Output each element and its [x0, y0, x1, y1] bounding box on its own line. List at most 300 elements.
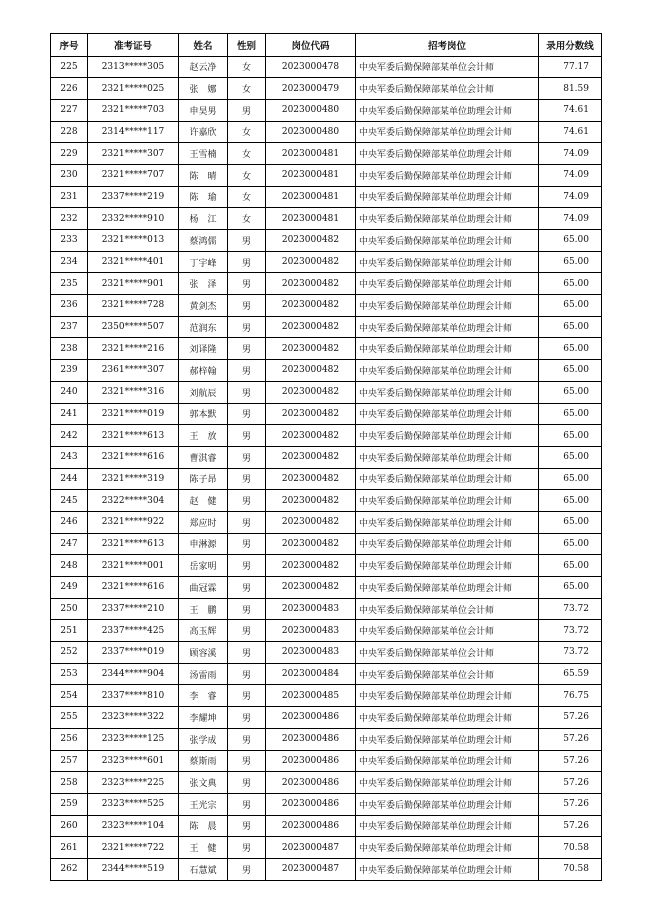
cell-name: 郭本默 — [179, 403, 228, 425]
table-row — [51, 511, 602, 533]
cell-score: 74.09 — [539, 143, 602, 165]
admission-score-table — [50, 33, 602, 881]
cell-post: 中央军委后勤保障部某单位会计师 — [356, 56, 539, 78]
cell-gender: 男 — [228, 230, 266, 252]
cell-exam-id: 2321*****001 — [88, 555, 179, 577]
cell-gender: 男 — [228, 251, 266, 273]
cell-gender: 男 — [228, 533, 266, 555]
cell-name: 顾容溪 — [179, 642, 228, 664]
cell-gender: 男 — [228, 858, 266, 880]
cell-name: 蔡鸿儒 — [179, 230, 228, 252]
cell-score: 65.00 — [539, 577, 602, 599]
cell-exam-id: 2321*****613 — [88, 425, 179, 447]
cell-gender: 男 — [228, 598, 266, 620]
cell-post-code: 2023000481 — [266, 143, 356, 165]
cell-post-code: 2023000482 — [266, 425, 356, 447]
cell-score: 57.26 — [539, 793, 602, 815]
table-row — [51, 858, 602, 880]
cell-post-code: 2023000486 — [266, 793, 356, 815]
cell-post: 中央军委后勤保障部某单位助理会计师 — [356, 295, 539, 317]
cell-name: 黄剑杰 — [179, 295, 228, 317]
cell-gender: 男 — [228, 360, 266, 382]
cell-name: 许嘉欣 — [179, 121, 228, 143]
table-row — [51, 772, 602, 794]
cell-post: 中央军委后勤保障部某单位会计师 — [356, 642, 539, 664]
table-row — [51, 577, 602, 599]
cell-exam-id: 2321*****613 — [88, 533, 179, 555]
cell-gender: 男 — [228, 663, 266, 685]
cell-post: 中央军委后勤保障部某单位会计师 — [356, 78, 539, 100]
cell-post-code: 2023000480 — [266, 99, 356, 121]
cell-seq: 231 — [51, 186, 88, 208]
cell-post-code: 2023000482 — [266, 533, 356, 555]
cell-exam-id: 2321*****901 — [88, 273, 179, 295]
cell-score: 65.00 — [539, 425, 602, 447]
header-post-code: 岗位代码 — [266, 34, 356, 57]
cell-gender: 男 — [228, 99, 266, 121]
table-row — [51, 143, 602, 165]
cell-score: 65.00 — [539, 490, 602, 512]
cell-score: 57.26 — [539, 750, 602, 772]
cell-exam-id: 2337*****019 — [88, 642, 179, 664]
cell-name: 申淋源 — [179, 533, 228, 555]
header-seq: 序号 — [51, 34, 88, 57]
cell-gender: 男 — [228, 403, 266, 425]
cell-post: 中央军委后勤保障部某单位助理会计师 — [356, 273, 539, 295]
cell-name: 王 放 — [179, 425, 228, 447]
cell-score: 77.17 — [539, 56, 602, 78]
cell-gender: 男 — [228, 316, 266, 338]
cell-post: 中央军委后勤保障部某单位助理会计师 — [356, 186, 539, 208]
cell-seq: 228 — [51, 121, 88, 143]
cell-post: 中央军委后勤保障部某单位助理会计师 — [356, 230, 539, 252]
cell-post-code: 2023000482 — [266, 577, 356, 599]
cell-name: 杨 江 — [179, 208, 228, 230]
cell-gender: 女 — [228, 78, 266, 100]
cell-post: 中央军委后勤保障部某单位会计师 — [356, 598, 539, 620]
cell-gender: 男 — [228, 707, 266, 729]
cell-post: 中央军委后勤保障部某单位会计师 — [356, 620, 539, 642]
cell-post-code: 2023000484 — [266, 663, 356, 685]
cell-exam-id: 2344*****519 — [88, 858, 179, 880]
cell-score: 65.00 — [539, 251, 602, 273]
cell-score: 65.00 — [539, 316, 602, 338]
cell-seq: 260 — [51, 815, 88, 837]
cell-exam-id: 2321*****216 — [88, 338, 179, 360]
cell-gender: 男 — [228, 446, 266, 468]
cell-post: 中央军委后勤保障部某单位助理会计师 — [356, 490, 539, 512]
cell-seq: 253 — [51, 663, 88, 685]
cell-post-code: 2023000482 — [266, 468, 356, 490]
cell-post-code: 2023000481 — [266, 186, 356, 208]
table-row — [51, 815, 602, 837]
cell-name: 曹淇睿 — [179, 446, 228, 468]
cell-gender: 女 — [228, 164, 266, 186]
cell-seq: 254 — [51, 685, 88, 707]
cell-seq: 258 — [51, 772, 88, 794]
cell-post-code: 2023000480 — [266, 121, 356, 143]
cell-exam-id: 2321*****316 — [88, 381, 179, 403]
cell-gender: 男 — [228, 620, 266, 642]
table-row — [51, 728, 602, 750]
header-row — [51, 34, 602, 57]
table-row — [51, 750, 602, 772]
cell-name: 王 鹏 — [179, 598, 228, 620]
cell-seq: 229 — [51, 143, 88, 165]
cell-post: 中央军委后勤保障部某单位助理会计师 — [356, 858, 539, 880]
header-post: 招考岗位 — [356, 34, 539, 57]
cell-seq: 262 — [51, 858, 88, 880]
cell-post-code: 2023000487 — [266, 858, 356, 880]
cell-name: 石慧斌 — [179, 858, 228, 880]
table-row — [51, 425, 602, 447]
cell-seq: 252 — [51, 642, 88, 664]
cell-name: 王 健 — [179, 837, 228, 859]
cell-post-code: 2023000481 — [266, 164, 356, 186]
table-row — [51, 360, 602, 382]
table-row — [51, 208, 602, 230]
cell-score: 65.59 — [539, 663, 602, 685]
cell-seq: 257 — [51, 750, 88, 772]
table-row — [51, 793, 602, 815]
cell-exam-id: 2337*****810 — [88, 685, 179, 707]
header-exam-id: 准考证号 — [88, 34, 179, 57]
cell-name: 刘译隆 — [179, 338, 228, 360]
table-row — [51, 56, 602, 78]
table-row — [51, 338, 602, 360]
cell-score: 73.72 — [539, 620, 602, 642]
table-row — [51, 685, 602, 707]
table-row — [51, 381, 602, 403]
cell-seq: 234 — [51, 251, 88, 273]
cell-gender: 男 — [228, 555, 266, 577]
cell-post: 中央军委后勤保障部某单位助理会计师 — [356, 577, 539, 599]
cell-score: 74.61 — [539, 99, 602, 121]
cell-seq: 235 — [51, 273, 88, 295]
cell-exam-id: 2323*****525 — [88, 793, 179, 815]
cell-seq: 261 — [51, 837, 88, 859]
cell-exam-id: 2350*****507 — [88, 316, 179, 338]
cell-name: 张学成 — [179, 728, 228, 750]
cell-score: 73.72 — [539, 598, 602, 620]
cell-seq: 246 — [51, 511, 88, 533]
cell-name: 王光宗 — [179, 793, 228, 815]
cell-seq: 232 — [51, 208, 88, 230]
cell-gender: 男 — [228, 750, 266, 772]
cell-post: 中央军委后勤保障部某单位助理会计师 — [356, 511, 539, 533]
cell-seq: 241 — [51, 403, 88, 425]
cell-post: 中央军委后勤保障部某单位助理会计师 — [356, 446, 539, 468]
cell-post: 中央军委后勤保障部某单位助理会计师 — [356, 772, 539, 794]
cell-name: 曲冠霖 — [179, 577, 228, 599]
cell-gender: 男 — [228, 295, 266, 317]
cell-exam-id: 2321*****401 — [88, 251, 179, 273]
cell-name: 陈 晨 — [179, 815, 228, 837]
table-row — [51, 598, 602, 620]
cell-seq: 248 — [51, 555, 88, 577]
header-score: 录用分数线 — [539, 34, 602, 57]
cell-seq: 240 — [51, 381, 88, 403]
table-row — [51, 99, 602, 121]
cell-gender: 男 — [228, 381, 266, 403]
table-row — [51, 295, 602, 317]
cell-score: 65.00 — [539, 295, 602, 317]
cell-exam-id: 2321*****019 — [88, 403, 179, 425]
table-row — [51, 78, 602, 100]
cell-seq: 233 — [51, 230, 88, 252]
cell-post: 中央军委后勤保障部某单位助理会计师 — [356, 815, 539, 837]
cell-gender: 男 — [228, 511, 266, 533]
cell-post: 中央军委后勤保障部某单位助理会计师 — [356, 728, 539, 750]
cell-seq: 225 — [51, 56, 88, 78]
cell-score: 57.26 — [539, 815, 602, 837]
cell-name: 丁宇峰 — [179, 251, 228, 273]
cell-name: 范润东 — [179, 316, 228, 338]
header-gender: 性别 — [228, 34, 266, 57]
cell-post-code: 2023000481 — [266, 208, 356, 230]
cell-post: 中央军委后勤保障部某单位助理会计师 — [356, 360, 539, 382]
cell-exam-id: 2321*****025 — [88, 78, 179, 100]
cell-name: 李耀坤 — [179, 707, 228, 729]
cell-post-code: 2023000482 — [266, 403, 356, 425]
cell-post-code: 2023000482 — [266, 251, 356, 273]
cell-score: 65.00 — [539, 403, 602, 425]
cell-exam-id: 2323*****601 — [88, 750, 179, 772]
cell-post-code: 2023000483 — [266, 598, 356, 620]
cell-post-code: 2023000482 — [266, 295, 356, 317]
cell-post: 中央军委后勤保障部某单位助理会计师 — [356, 208, 539, 230]
table-row — [51, 837, 602, 859]
cell-score: 65.00 — [539, 273, 602, 295]
cell-gender: 女 — [228, 143, 266, 165]
cell-score: 65.00 — [539, 230, 602, 252]
cell-seq: 239 — [51, 360, 88, 382]
cell-score: 65.00 — [539, 533, 602, 555]
cell-name: 陈子昂 — [179, 468, 228, 490]
cell-exam-id: 2321*****922 — [88, 511, 179, 533]
cell-score: 57.26 — [539, 707, 602, 729]
cell-score: 57.26 — [539, 728, 602, 750]
cell-exam-id: 2323*****322 — [88, 707, 179, 729]
cell-name: 张文典 — [179, 772, 228, 794]
cell-exam-id: 2321*****728 — [88, 295, 179, 317]
cell-seq: 226 — [51, 78, 88, 100]
cell-gender: 男 — [228, 728, 266, 750]
cell-gender: 男 — [228, 490, 266, 512]
table-row — [51, 230, 602, 252]
cell-post: 中央军委后勤保障部某单位助理会计师 — [356, 121, 539, 143]
cell-score: 76.75 — [539, 685, 602, 707]
cell-name: 张 泽 — [179, 273, 228, 295]
cell-post: 中央军委后勤保障部某单位助理会计师 — [356, 164, 539, 186]
cell-name: 赵 健 — [179, 490, 228, 512]
cell-exam-id: 2322*****304 — [88, 490, 179, 512]
cell-gender: 女 — [228, 56, 266, 78]
cell-post-code: 2023000482 — [266, 511, 356, 533]
table-body — [51, 56, 602, 880]
cell-post: 中央军委后勤保障部某单位助理会计师 — [356, 555, 539, 577]
cell-score: 65.00 — [539, 381, 602, 403]
table-row — [51, 490, 602, 512]
cell-post: 中央军委后勤保障部某单位助理会计师 — [356, 403, 539, 425]
cell-seq: 242 — [51, 425, 88, 447]
cell-name: 郑应时 — [179, 511, 228, 533]
cell-name: 高玉辉 — [179, 620, 228, 642]
cell-name: 汤雷雨 — [179, 663, 228, 685]
cell-post-code: 2023000478 — [266, 56, 356, 78]
cell-score: 65.00 — [539, 555, 602, 577]
cell-post-code: 2023000485 — [266, 685, 356, 707]
cell-name: 赵云净 — [179, 56, 228, 78]
cell-name: 李 睿 — [179, 685, 228, 707]
cell-score: 65.00 — [539, 338, 602, 360]
cell-post-code: 2023000486 — [266, 728, 356, 750]
cell-gender: 女 — [228, 186, 266, 208]
cell-post-code: 2023000482 — [266, 338, 356, 360]
cell-score: 65.00 — [539, 446, 602, 468]
cell-score: 57.26 — [539, 772, 602, 794]
cell-exam-id: 2321*****703 — [88, 99, 179, 121]
table-row — [51, 642, 602, 664]
cell-exam-id: 2321*****013 — [88, 230, 179, 252]
cell-post-code: 2023000482 — [266, 230, 356, 252]
cell-gender: 男 — [228, 815, 266, 837]
cell-seq: 227 — [51, 99, 88, 121]
cell-gender: 男 — [228, 338, 266, 360]
cell-seq: 244 — [51, 468, 88, 490]
table-row — [51, 273, 602, 295]
table-row — [51, 121, 602, 143]
cell-seq: 238 — [51, 338, 88, 360]
cell-seq: 251 — [51, 620, 88, 642]
cell-post-code: 2023000482 — [266, 360, 356, 382]
cell-gender: 男 — [228, 642, 266, 664]
cell-post: 中央军委后勤保障部某单位助理会计师 — [356, 381, 539, 403]
cell-post-code: 2023000482 — [266, 316, 356, 338]
table-row — [51, 468, 602, 490]
table-row — [51, 251, 602, 273]
cell-post-code: 2023000482 — [266, 273, 356, 295]
cell-post: 中央军委后勤保障部某单位助理会计师 — [356, 750, 539, 772]
cell-seq: 255 — [51, 707, 88, 729]
cell-name: 蔡斯雨 — [179, 750, 228, 772]
cell-exam-id: 2337*****210 — [88, 598, 179, 620]
cell-seq: 249 — [51, 577, 88, 599]
cell-post: 中央军委后勤保障部某单位助理会计师 — [356, 143, 539, 165]
table-row — [51, 620, 602, 642]
cell-score: 70.58 — [539, 837, 602, 859]
cell-seq: 236 — [51, 295, 88, 317]
cell-post-code: 2023000486 — [266, 707, 356, 729]
header-name: 姓名 — [179, 34, 228, 57]
cell-post-code: 2023000486 — [266, 772, 356, 794]
cell-exam-id: 2337*****219 — [88, 186, 179, 208]
cell-score: 74.09 — [539, 164, 602, 186]
cell-score: 73.72 — [539, 642, 602, 664]
cell-gender: 女 — [228, 208, 266, 230]
cell-gender: 男 — [228, 793, 266, 815]
cell-seq: 259 — [51, 793, 88, 815]
cell-gender: 男 — [228, 685, 266, 707]
cell-exam-id: 2321*****319 — [88, 468, 179, 490]
cell-post: 中央军委后勤保障部某单位助理会计师 — [356, 316, 539, 338]
cell-exam-id: 2323*****125 — [88, 728, 179, 750]
cell-exam-id: 2314*****117 — [88, 121, 179, 143]
cell-score: 81.59 — [539, 78, 602, 100]
cell-gender: 男 — [228, 468, 266, 490]
cell-gender: 男 — [228, 772, 266, 794]
cell-exam-id: 2361*****307 — [88, 360, 179, 382]
cell-post: 中央军委后勤保障部某单位助理会计师 — [356, 533, 539, 555]
cell-post: 中央军委后勤保障部某单位助理会计师 — [356, 685, 539, 707]
table-row — [51, 403, 602, 425]
cell-seq: 247 — [51, 533, 88, 555]
cell-exam-id: 2337*****425 — [88, 620, 179, 642]
cell-post-code: 2023000482 — [266, 555, 356, 577]
cell-exam-id: 2323*****104 — [88, 815, 179, 837]
cell-post-code: 2023000483 — [266, 620, 356, 642]
cell-gender: 男 — [228, 273, 266, 295]
table-row — [51, 533, 602, 555]
cell-exam-id: 2321*****307 — [88, 143, 179, 165]
cell-exam-id: 2321*****616 — [88, 446, 179, 468]
cell-post: 中央军委后勤保障部某单位助理会计师 — [356, 468, 539, 490]
cell-post-code: 2023000486 — [266, 815, 356, 837]
cell-seq: 243 — [51, 446, 88, 468]
cell-gender: 男 — [228, 837, 266, 859]
cell-seq: 245 — [51, 490, 88, 512]
cell-score: 65.00 — [539, 511, 602, 533]
cell-name: 郝梓翰 — [179, 360, 228, 382]
cell-score: 74.61 — [539, 121, 602, 143]
cell-post: 中央军委后勤保障部某单位助理会计师 — [356, 251, 539, 273]
cell-post: 中央军委后勤保障部某单位会计师 — [356, 663, 539, 685]
cell-post: 中央军委后勤保障部某单位助理会计师 — [356, 338, 539, 360]
cell-name: 岳家明 — [179, 555, 228, 577]
cell-post-code: 2023000486 — [266, 750, 356, 772]
cell-gender: 女 — [228, 121, 266, 143]
cell-score: 74.09 — [539, 186, 602, 208]
cell-name: 张 娜 — [179, 78, 228, 100]
cell-score: 74.09 — [539, 208, 602, 230]
cell-post-code: 2023000482 — [266, 446, 356, 468]
cell-seq: 237 — [51, 316, 88, 338]
cell-exam-id: 2344*****904 — [88, 663, 179, 685]
table-row — [51, 663, 602, 685]
cell-name: 刘航辰 — [179, 381, 228, 403]
cell-post: 中央军委后勤保障部某单位助理会计师 — [356, 793, 539, 815]
cell-seq: 230 — [51, 164, 88, 186]
cell-post-code: 2023000479 — [266, 78, 356, 100]
cell-post: 中央军委后勤保障部某单位助理会计师 — [356, 837, 539, 859]
cell-score: 65.00 — [539, 360, 602, 382]
cell-exam-id: 2321*****707 — [88, 164, 179, 186]
cell-name: 申昊男 — [179, 99, 228, 121]
cell-post: 中央军委后勤保障部某单位助理会计师 — [356, 707, 539, 729]
cell-post-code: 2023000487 — [266, 837, 356, 859]
table-row — [51, 555, 602, 577]
cell-post: 中央军委后勤保障部某单位助理会计师 — [356, 99, 539, 121]
cell-post-code: 2023000482 — [266, 490, 356, 512]
cell-exam-id: 2321*****616 — [88, 577, 179, 599]
cell-gender: 男 — [228, 425, 266, 447]
table-row — [51, 707, 602, 729]
cell-gender: 男 — [228, 577, 266, 599]
cell-post-code: 2023000482 — [266, 381, 356, 403]
cell-exam-id: 2321*****722 — [88, 837, 179, 859]
cell-post: 中央军委后勤保障部某单位助理会计师 — [356, 425, 539, 447]
table-row — [51, 316, 602, 338]
